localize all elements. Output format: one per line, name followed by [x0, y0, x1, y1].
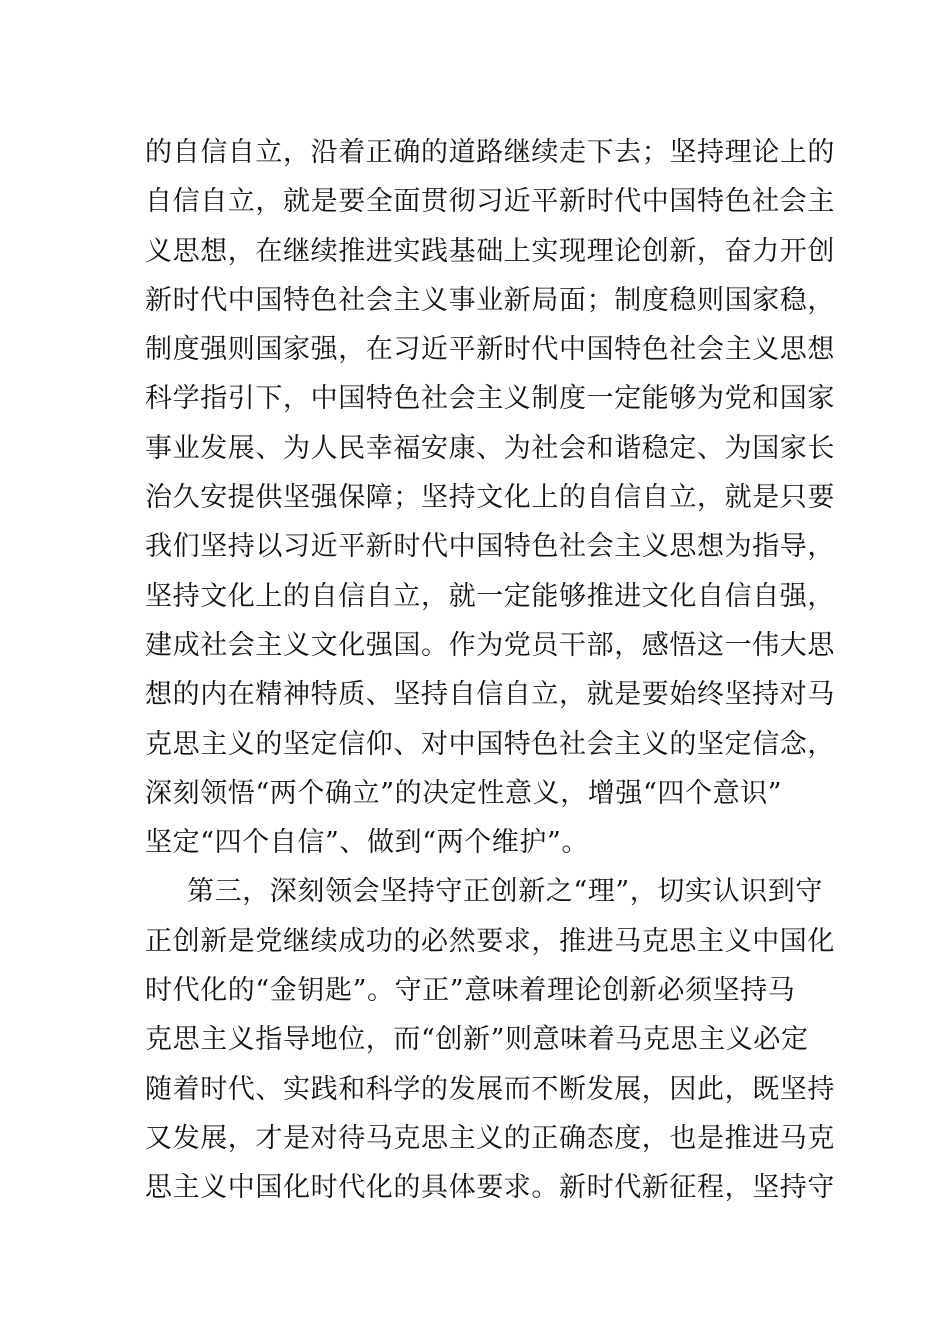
text-line: 治久安提供坚强保障；坚持文化上的自信自立，就是只要	[145, 482, 835, 514]
text-line: 深刻领悟“两个确立”的决定性意义，增强“四个意识”	[145, 777, 783, 809]
text-line: 正创新是党继续成功的必然要求，推进马克思主义中国化	[145, 925, 835, 957]
text-line: 思主义中国化时代化的具体要求。新时代新征程，坚持守	[145, 1172, 835, 1204]
text-line: 事业发展、为人民幸福安康、为社会和谐稳定、为国家长	[145, 432, 835, 464]
text-line: 科学指引下，中国特色社会主义制度一定能够为党和国家	[145, 383, 835, 415]
text-line: 坚持文化上的自信自立，就一定能够推进文化自信自强，	[145, 580, 835, 612]
text-line: 时代化的“金钥匙”。守正”意味着理论创新必须坚持马	[145, 975, 796, 1007]
text-line: 我们坚持以习近平新时代中国特色社会主义思想为指导，	[145, 531, 835, 563]
text-line: 的自信自立，沿着正确的道路继续走下去；坚持理论上的	[145, 137, 835, 168]
text-line: 建成社会主义文化强国。作为党员干部，感悟这一伟大思	[145, 629, 835, 661]
text-line: 想的内在精神特质、坚持自信自立，就是要始终坚持对马	[145, 679, 835, 711]
text-line: 克思主义指导地位，而“创新”则意味着马克思主义必定	[145, 1024, 809, 1056]
text-line: 义思想，在继续推进实践基础上实现理论创新，奋力开创	[145, 235, 835, 267]
text-line: 坚定“四个自信”、做到“两个维护”。	[145, 827, 590, 859]
text-line: 克思主义的坚定信仰、对中国特色社会主义的坚定信念，	[145, 728, 835, 760]
text-line: 新时代中国特色社会主义事业新局面；制度稳则国家稳，	[145, 284, 835, 316]
body-text	[145, 128, 835, 1213]
paragraph-start-line: 第三，深刻领会坚持守正创新之“理”，切实认识到守	[187, 876, 824, 908]
text-line: 随着时代、实践和科学的发展而不断发展，因此，既坚持	[145, 1073, 835, 1105]
text-line: 制度强则国家强，在习近平新时代中国特色社会主义思想	[145, 334, 835, 366]
text-line: 又发展，才是对待马克思主义的正确态度，也是推进马克	[145, 1122, 835, 1154]
text-line: 自信自立，就是要全面贯彻习近平新时代中国特色社会主	[145, 186, 835, 218]
